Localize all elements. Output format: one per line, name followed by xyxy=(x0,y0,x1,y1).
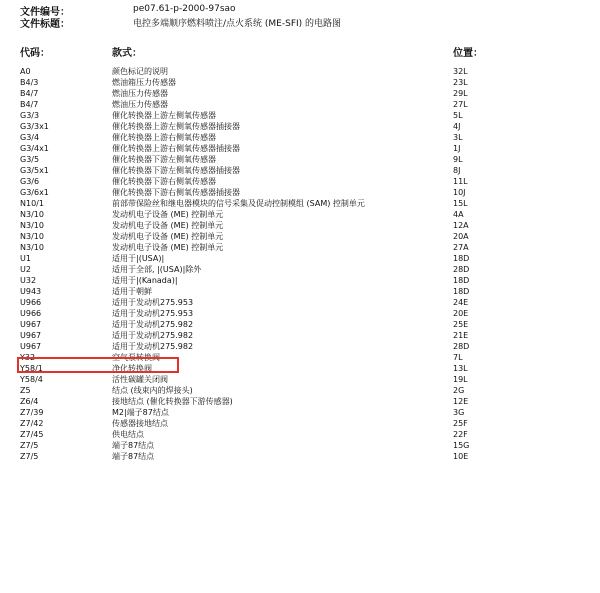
row-description: 接地结点 (催化转换器下游传感器) xyxy=(112,397,233,406)
table-row xyxy=(0,319,600,330)
table-row xyxy=(0,176,600,187)
table-row xyxy=(0,440,600,451)
row-position: 32L xyxy=(453,67,468,76)
row-position: 13L xyxy=(453,364,468,373)
row-position: 24E xyxy=(453,298,469,307)
row-description: 发动机电子设备 (ME) 控制单元 xyxy=(112,221,224,230)
table-row xyxy=(0,66,600,77)
row-code: Z5 xyxy=(20,386,31,395)
table-row xyxy=(0,77,600,88)
row-description: 燃油压力传感器 xyxy=(112,89,168,98)
table-row xyxy=(0,231,600,242)
table-row xyxy=(0,275,600,286)
row-position: 21E xyxy=(453,331,469,340)
table-row xyxy=(0,132,600,143)
row-code: U2 xyxy=(20,265,31,274)
table-row xyxy=(0,154,600,165)
row-description: 适用于发动机275.953 xyxy=(112,298,194,307)
row-code: Y58/4 xyxy=(20,375,43,384)
row-code: Y32 xyxy=(20,353,36,362)
row-code: Z6/4 xyxy=(20,397,39,406)
row-position: 1J xyxy=(453,144,461,153)
table-row xyxy=(0,297,600,308)
file-title-value: 电控多端顺序燃料喷注/点火系统 (ME-SFI) 的电路图 xyxy=(133,19,342,29)
row-position: 18D xyxy=(453,287,470,296)
row-description: 结点 (线束内的焊接头) xyxy=(112,386,193,395)
row-description: 适用于|(Kanada)| xyxy=(112,276,178,285)
row-code: G3/3x1 xyxy=(20,122,49,131)
row-description: 前部带保险丝和继电器模块的信号采集及促动控制模组 (SAM) 控制单元 xyxy=(112,199,365,208)
row-code: A0 xyxy=(20,67,31,76)
row-code: U966 xyxy=(20,298,42,307)
row-description: 空气泵转换阀 xyxy=(112,353,160,362)
table-row xyxy=(0,264,600,275)
row-description: 适用于朝鲜 xyxy=(112,287,152,296)
row-description: M2|端子87结点 xyxy=(112,408,169,417)
row-description: 适用于发动机275.953 xyxy=(112,309,194,318)
row-description: 催化转换器上游左侧氧传感器插接器 xyxy=(112,122,240,131)
row-code: Z7/5 xyxy=(20,441,39,450)
table-row xyxy=(0,341,600,352)
row-description: 催化转换器下游左侧氧传感器插接器 xyxy=(112,166,240,175)
row-code: Z7/42 xyxy=(20,419,44,428)
table-row xyxy=(0,396,600,407)
row-position: 25F xyxy=(453,419,468,428)
table-row xyxy=(0,165,600,176)
row-code: G3/6x1 xyxy=(20,188,49,197)
row-description: 适用于发动机275.982 xyxy=(112,342,194,351)
row-description: 催化转换器下游右侧氧传感器 xyxy=(112,177,216,186)
row-position: 5L xyxy=(453,111,463,120)
row-position: 11L xyxy=(453,177,468,186)
file-number-label: 文件编号： xyxy=(20,7,70,18)
row-code: G3/4x1 xyxy=(20,144,49,153)
row-description: 适用于|(USA)| xyxy=(112,254,165,263)
row-code: G3/6 xyxy=(20,177,40,186)
row-code: B4/7 xyxy=(20,89,39,98)
row-code: Y58/1 xyxy=(20,364,43,373)
column-header-position: 位置： xyxy=(453,48,483,59)
row-code: N3/10 xyxy=(20,243,44,252)
row-description: 催化转换器下游左侧氧传感器 xyxy=(112,155,216,164)
row-code: G3/5 xyxy=(20,155,40,164)
row-description: 端子87结点 xyxy=(112,452,155,461)
row-position: 15G xyxy=(453,441,470,450)
row-position: 28D xyxy=(453,265,470,274)
row-description: 催化转换器下游右侧氧传感器插接器 xyxy=(112,188,240,197)
row-description: 活性碳罐关闭阀 xyxy=(112,375,168,384)
row-position: 20E xyxy=(453,309,469,318)
table-row xyxy=(0,429,600,440)
row-description: 发动机电子设备 (ME) 控制单元 xyxy=(112,232,224,241)
row-position: 22F xyxy=(453,430,468,439)
table-row xyxy=(0,242,600,253)
row-code: Z7/45 xyxy=(20,430,44,439)
table-row xyxy=(0,374,600,385)
row-position: 9L xyxy=(453,155,463,164)
row-position: 20A xyxy=(453,232,469,241)
table-row xyxy=(0,407,600,418)
row-code: U967 xyxy=(20,331,42,340)
row-code: U967 xyxy=(20,320,42,329)
row-code: Z7/39 xyxy=(20,408,44,417)
table-row xyxy=(0,330,600,341)
row-code: B4/7 xyxy=(20,100,39,109)
row-description: 颜色标记的说明 xyxy=(112,67,168,76)
row-position: 18D xyxy=(453,276,470,285)
file-title-label: 文件标题： xyxy=(20,19,70,30)
table-row xyxy=(0,110,600,121)
row-position: 12A xyxy=(453,221,469,230)
row-code: U966 xyxy=(20,309,42,318)
row-position: 4A xyxy=(453,210,464,219)
row-description: 传感器接地结点 xyxy=(112,419,168,428)
row-position: 25E xyxy=(453,320,469,329)
row-code: N3/10 xyxy=(20,210,44,219)
row-position: 4J xyxy=(453,122,461,131)
row-description: 燃油压力传感器 xyxy=(112,100,168,109)
table-row xyxy=(0,253,600,264)
table-row xyxy=(0,187,600,198)
row-description: 发动机电子设备 (ME) 控制单元 xyxy=(112,243,224,252)
row-description: 适用于发动机275.982 xyxy=(112,320,194,329)
row-code: U32 xyxy=(20,276,37,285)
row-code: N3/10 xyxy=(20,221,44,230)
row-description: 催化转换器上游右侧氧传感器 xyxy=(112,133,216,142)
row-position: 12E xyxy=(453,397,469,406)
table-row xyxy=(0,99,600,110)
row-code: U1 xyxy=(20,254,31,263)
table-row xyxy=(0,385,600,396)
table-row xyxy=(0,143,600,154)
column-header-description: 款式： xyxy=(112,48,142,59)
row-position: 2G xyxy=(453,386,465,395)
row-position: 27A xyxy=(453,243,469,252)
row-code: N3/10 xyxy=(20,232,44,241)
row-code: U967 xyxy=(20,342,42,351)
row-position: 3G xyxy=(453,408,465,417)
row-code: G3/5x1 xyxy=(20,166,49,175)
row-code: N10/1 xyxy=(20,199,44,208)
row-description: 发动机电子设备 (ME) 控制单元 xyxy=(112,210,224,219)
table-row xyxy=(0,220,600,231)
table-row xyxy=(0,308,600,319)
highlight-box xyxy=(17,357,179,373)
row-position: 7L xyxy=(453,353,463,362)
row-position: 18D xyxy=(453,254,470,263)
row-position: 8J xyxy=(453,166,461,175)
row-description: 适用于发动机275.982 xyxy=(112,331,194,340)
row-position: 3L xyxy=(453,133,463,142)
row-position: 29L xyxy=(453,89,468,98)
row-position: 23L xyxy=(453,78,468,87)
row-position: 19L xyxy=(453,375,468,384)
row-description: 端子87结点 xyxy=(112,441,155,450)
row-description: 催化转换器上游右侧氧传感器插接器 xyxy=(112,144,240,153)
row-code: B4/3 xyxy=(20,78,39,87)
row-description: 催化转换器上游左侧氧传感器 xyxy=(112,111,216,120)
row-description: 净化转换阀 xyxy=(112,364,152,373)
table-row xyxy=(0,88,600,99)
table-row xyxy=(0,198,600,209)
table-row xyxy=(0,451,600,462)
row-code: G3/3 xyxy=(20,111,40,120)
table-row xyxy=(0,418,600,429)
row-position: 27L xyxy=(453,100,468,109)
row-code: G3/4 xyxy=(20,133,40,142)
file-number-value: pe07.61-p-2000-97sao xyxy=(133,4,236,14)
row-description: 适用于全部, |(USA)|除外 xyxy=(112,265,202,274)
row-description: 燃油箱压力传感器 xyxy=(112,78,176,87)
row-code: U943 xyxy=(20,287,42,296)
row-position: 28D xyxy=(453,342,470,351)
column-header-code: 代码： xyxy=(20,48,50,59)
table-row xyxy=(0,121,600,132)
row-position: 15L xyxy=(453,199,468,208)
table-row xyxy=(0,209,600,220)
row-position: 10J xyxy=(453,188,466,197)
row-position: 10E xyxy=(453,452,469,461)
table-row xyxy=(0,286,600,297)
row-code: Z7/5 xyxy=(20,452,39,461)
row-description: 供电结点 xyxy=(112,430,144,439)
